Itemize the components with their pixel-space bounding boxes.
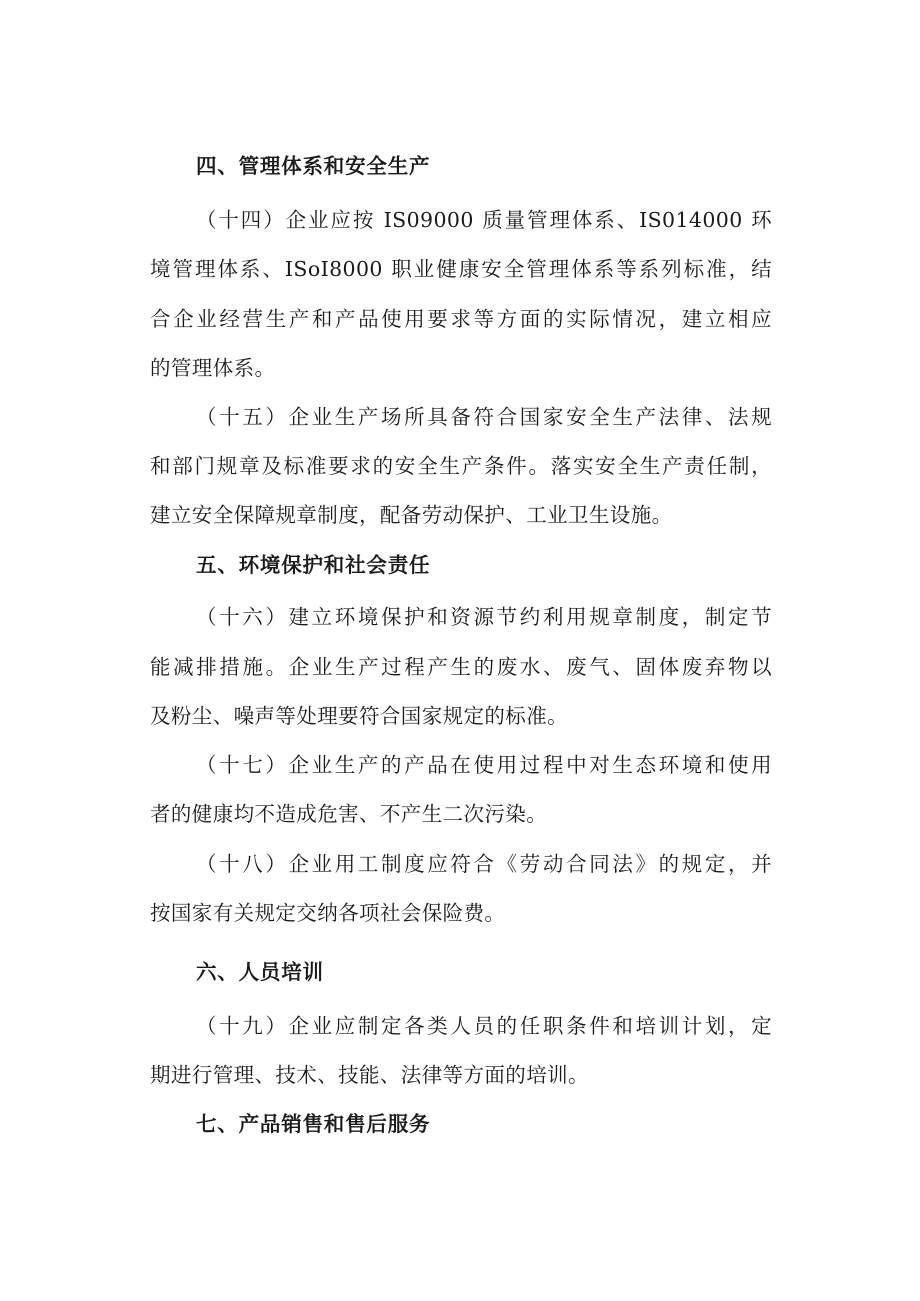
section-4-heading: 四、管理体系和安全生产 — [196, 154, 431, 178]
section-5-heading: 五、环境保护和社会责任 — [196, 553, 431, 577]
paragraph-18-line-2: 按国家有关规定交纳各项社会保险费。 — [150, 901, 506, 925]
paragraph-14-line-3: 合企业经营生产和产品使用要求等方面的实际情况，建立相应 — [150, 307, 772, 331]
paragraph-16-line-3: 及粉尘、噪声等处理要符合国家规定的标准。 — [150, 704, 568, 728]
section-7-heading: 七、产品销售和售后服务 — [196, 1112, 431, 1136]
paragraph-15-line-1: （十五）企业生产场所具备符合国家安全生产法律、法规 — [196, 405, 772, 429]
paragraph-19-line-1: （十九）企业应制定各类人员的任职条件和培训计划，定 — [196, 1014, 772, 1038]
section-6-heading: 六、人员培训 — [196, 960, 324, 984]
paragraph-15-line-3: 建立安全保障规章制度，配备劳动保护、工业卫生设施。 — [150, 503, 673, 527]
paragraph-16-line-2: 能减排措施。企业生产过程产生的废水、废气、固体废弃物以 — [150, 655, 772, 679]
paragraph-17-line-1: （十七）企业生产的产品在使用过程中对生态环境和使用 — [196, 753, 772, 777]
paragraph-18-line-1: （十八）企业用工制度应符合《劳动合同法》的规定，并 — [196, 852, 772, 876]
paragraph-15-line-2: 和部门规章及标准要求的安全生产条件。落实安全生产责任制， — [150, 454, 772, 478]
paragraph-19-line-2: 期进行管理、技术、技能、法律等方面的培训。 — [150, 1063, 589, 1087]
paragraph-14-line-2: 境管理体系、ISoI8000 职业健康安全管理体系等系列标准，结 — [150, 257, 772, 281]
paragraph-16-line-1: （十六）建立环境保护和资源节约利用规章制度，制定节 — [196, 605, 772, 629]
paragraph-14-line-4: 的管理体系。 — [150, 356, 276, 380]
paragraph-14-line-1: （十四）企业应按 IS09000 质量管理体系、IS014000 环 — [196, 208, 772, 232]
paragraph-17-line-2: 者的健康均不造成危害、不产生二次污染。 — [150, 802, 548, 826]
